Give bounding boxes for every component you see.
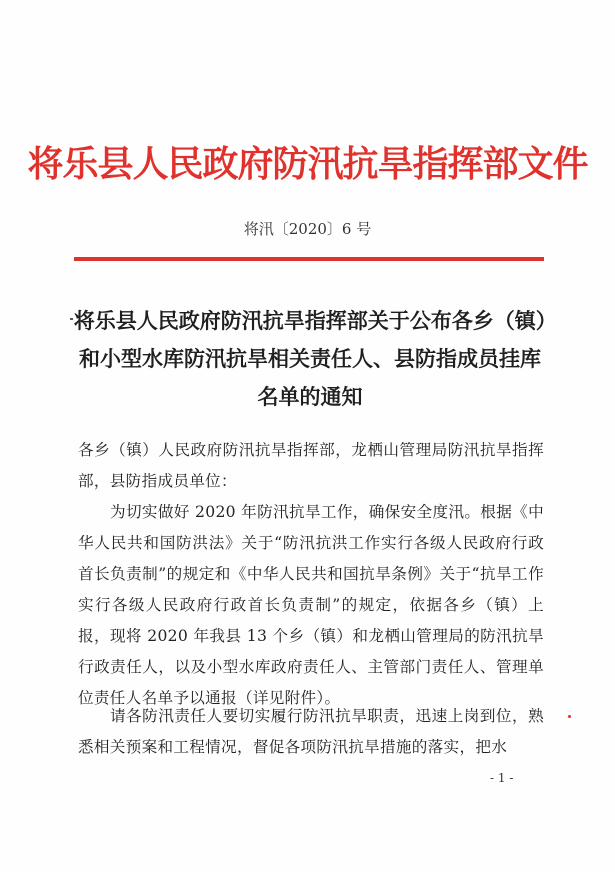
salutation: 各乡（镇）人民政府防汛抗旱指挥部，龙栖山管理局防汛抗旱指挥部，县防指成员单位： (78, 441, 544, 490)
body-paragraph-1: 为切实做好 2020 年防汛抗旱工作，确保安全度汛。根据《中华人民共和国防洪法》关于“防汛抗洪工作实行各级人民政府行政首长负责制”的规定和《中华人民共和国抗旱条例》关于“抗旱工作实行各级人民政府行政首长负责制”的规定，依据各乡（镇）上报，现将 2020 年我县 13 个乡（镇）和龙栖山管理局的防汛抗旱行政责任人，以及小型水库政府责任人、主管部门责任人、管理单位责任人名单予以通报（详见附件）。 (78, 503, 544, 707)
red-ink-speck (568, 715, 571, 718)
document-number: 将汛〔2020〕6 号 (243, 220, 372, 238)
issuer-header: 将乐县人民政府防汛抗旱指挥部文件 (27, 143, 588, 185)
notice-title: 将乐县人民政府防汛抗旱指挥部关于公布各乡（镇）和小型水库防汛抗旱相关责任人、县防指成员挂库名单的通知 (73, 309, 547, 409)
red-divider-line (74, 257, 544, 261)
body-paragraph-2: 请各防汛责任人要切实履行防汛抗旱职责，迅速上岗到位，熟悉相关预案和工程情况，督促各项防汛抗旱措施的落实，把水 (78, 707, 544, 756)
page-number: - 1 - (490, 771, 514, 785)
